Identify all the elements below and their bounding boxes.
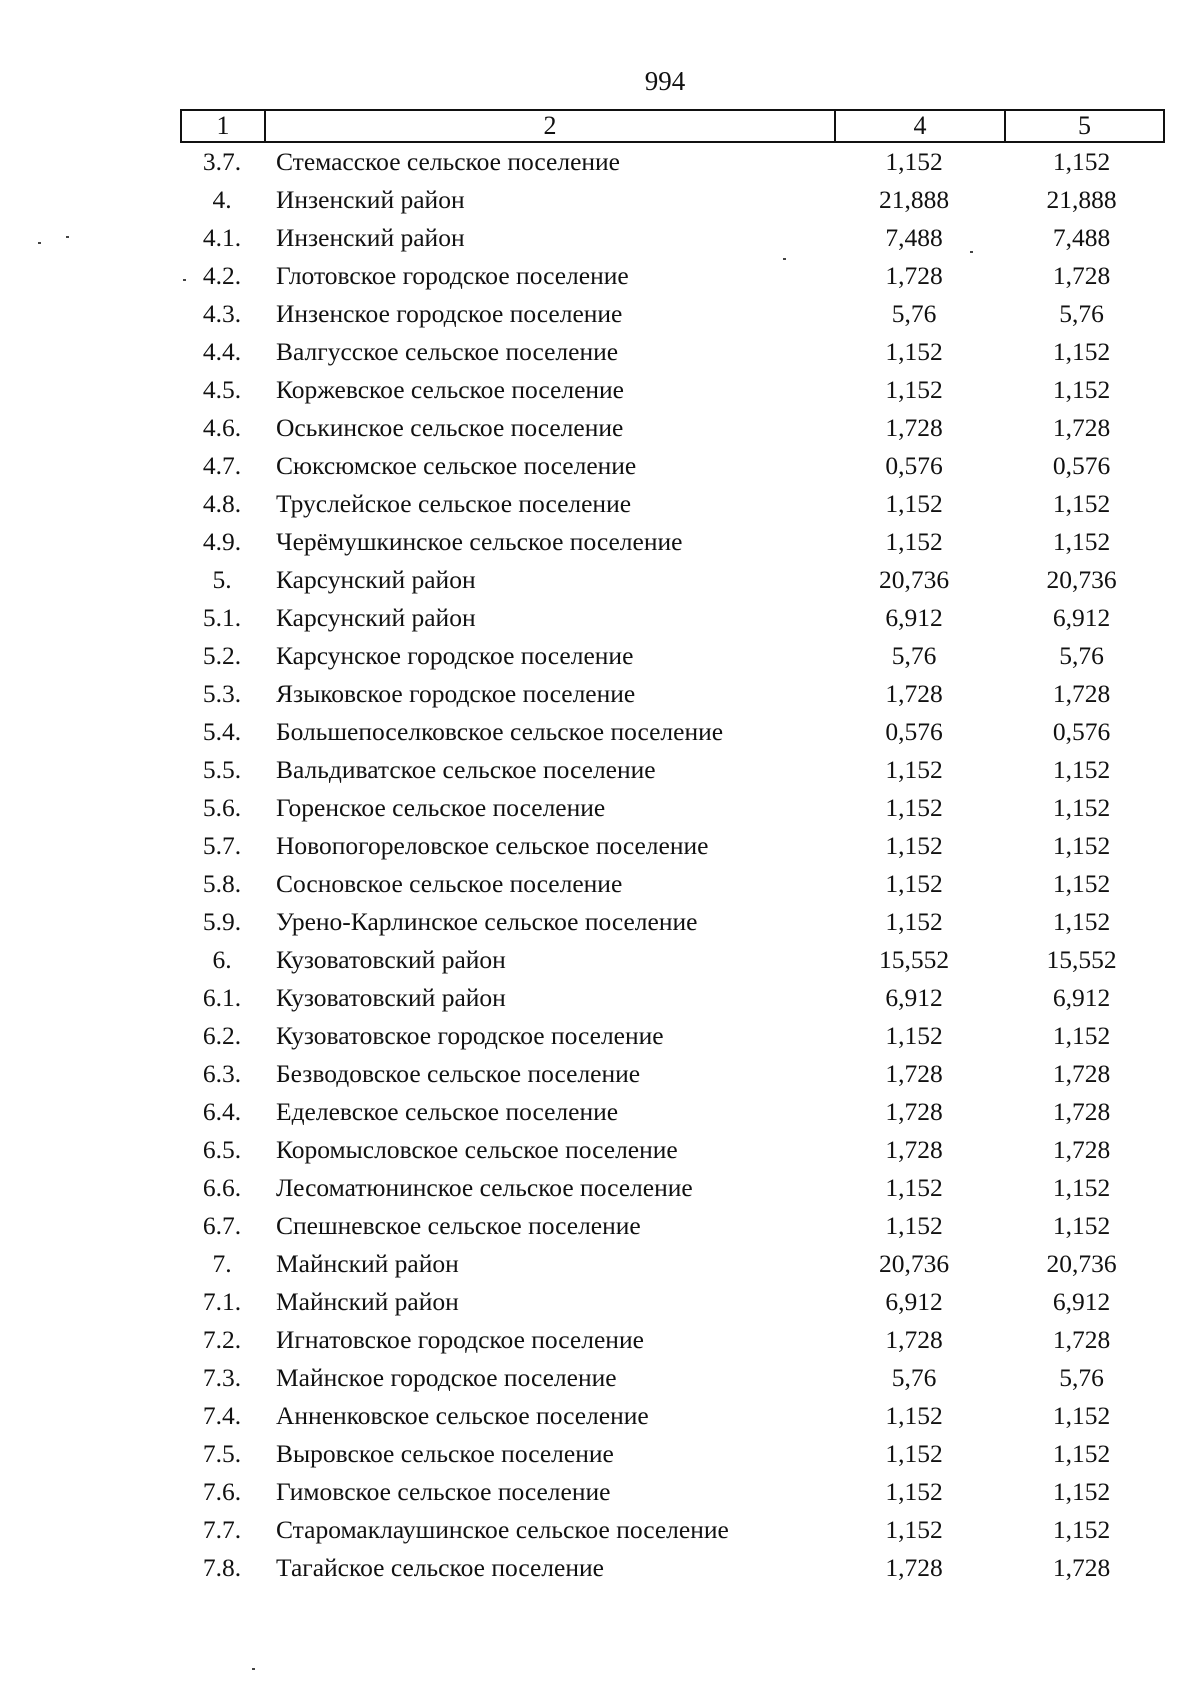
row-value-col-4: 20,736: [878, 565, 950, 594]
row-number: 5.5.: [202, 755, 242, 784]
row-value-col-5: 5,76: [1059, 641, 1104, 670]
row-number: 4.: [212, 185, 232, 214]
row-number: 6.4.: [202, 1097, 242, 1126]
row-value-col-5: 21,888: [1046, 185, 1117, 214]
row-name: Вальдиватское сельское поселение: [276, 755, 656, 784]
row-number: 4.7.: [202, 451, 242, 480]
row-name: Черёмушкинское сельское поселение: [276, 527, 683, 556]
row-name: Оськинское сельское поселение: [276, 413, 624, 442]
scan-speck: [66, 236, 69, 238]
row-number: 5.3.: [202, 679, 242, 708]
row-value-col-5: 20,736: [1046, 1249, 1117, 1278]
table-row: [180, 447, 1165, 485]
row-value-col-4: 1,728: [885, 261, 943, 290]
row-name: Тагайское сельское поселение: [276, 1553, 604, 1582]
row-value-col-5: 1,152: [1052, 1401, 1111, 1430]
table-row: [180, 219, 1165, 257]
table-row: [180, 295, 1165, 333]
row-number: 5.: [212, 565, 232, 594]
row-value-col-4: 1,728: [885, 413, 943, 442]
row-number: 7.3.: [202, 1363, 242, 1392]
row-number: 4.5.: [202, 375, 242, 404]
table-body: [180, 143, 1165, 1587]
row-number: 4.4.: [202, 337, 242, 366]
row-name: Коржевское сельское поселение: [276, 375, 624, 404]
table-row: [180, 1093, 1165, 1131]
row-value-col-4: 1,152: [885, 527, 943, 556]
row-value-col-5: 1,728: [1052, 1097, 1111, 1126]
table-row: [180, 1397, 1165, 1435]
row-name: Инзенский район: [276, 223, 465, 252]
row-name: Глотовское городское поселение: [276, 261, 629, 290]
row-number: 7.5.: [202, 1439, 242, 1468]
table-row: [180, 1017, 1165, 1055]
row-value-col-4: 1,152: [885, 375, 943, 404]
row-name: Безводовское сельское поселение: [276, 1059, 641, 1088]
row-number: 5.1.: [202, 603, 242, 632]
row-value-col-5: 1,152: [1052, 831, 1111, 860]
row-number: 5.9.: [202, 907, 242, 936]
row-name: Инзенский район: [276, 185, 465, 214]
row-value-col-4: 21,888: [878, 185, 950, 214]
table-row: [180, 941, 1165, 979]
row-value-col-5: 5,76: [1059, 299, 1104, 328]
row-value-col-5: 1,728: [1052, 1135, 1111, 1164]
row-name: Майнское городское поселение: [276, 1363, 617, 1392]
row-name: Труслейское сельское поселение: [276, 489, 632, 518]
table-row: [180, 1169, 1165, 1207]
row-value-col-4: 1,152: [885, 489, 943, 518]
table-row: [180, 371, 1165, 409]
row-value-col-5: 1,152: [1052, 907, 1111, 936]
row-value-col-5: 0,576: [1052, 451, 1111, 480]
row-value-col-5: 6,912: [1052, 603, 1111, 632]
row-value-col-4: 20,736: [878, 1249, 950, 1278]
row-value-col-4: 5,76: [891, 299, 937, 328]
row-name: Инзенское городское поселение: [276, 299, 623, 328]
header-col-2: 2: [266, 111, 836, 141]
row-name: Коромысловское сельское поселение: [276, 1135, 678, 1164]
table-row: [180, 1473, 1165, 1511]
table-row: [180, 903, 1165, 941]
row-value-col-5: 1,152: [1052, 1439, 1111, 1468]
row-number: 4.2.: [202, 261, 242, 290]
row-value-col-5: 1,152: [1052, 755, 1111, 784]
row-value-col-4: 1,152: [885, 337, 943, 366]
row-number: 7.4.: [202, 1401, 242, 1430]
table-row: [180, 751, 1165, 789]
row-value-col-5: 1,152: [1052, 1173, 1111, 1202]
row-name: Кузоватовский район: [276, 945, 506, 974]
table-row: [180, 181, 1165, 219]
row-value-col-4: 5,76: [891, 641, 937, 670]
row-value-col-5: 1,728: [1052, 679, 1111, 708]
row-name: Еделевское сельское поселение: [276, 1097, 619, 1126]
table-row: [180, 865, 1165, 903]
row-value-col-4: 7,488: [885, 223, 943, 252]
row-value-col-4: 5,76: [891, 1363, 937, 1392]
row-value-col-5: 1,728: [1052, 1553, 1111, 1582]
row-value-col-4: 1,152: [885, 1211, 943, 1240]
row-number: 4.6.: [202, 413, 242, 442]
table-row: [180, 1207, 1165, 1245]
row-value-col-4: 1,728: [885, 1325, 943, 1354]
row-number: 4.9.: [202, 527, 242, 556]
row-name: Кузоватовский район: [276, 983, 506, 1012]
row-number: 6.: [212, 945, 232, 974]
table-row: [180, 409, 1165, 447]
table-row: [180, 1283, 1165, 1321]
table-row: [180, 523, 1165, 561]
row-value-col-4: 1,728: [885, 1059, 943, 1088]
row-value-col-5: 1,728: [1052, 1325, 1111, 1354]
data-table: [180, 109, 1165, 1587]
row-name: Спешневское сельское поселение: [276, 1211, 641, 1240]
row-name: Сосновское сельское поселение: [276, 869, 623, 898]
row-name: Стемасское сельское поселение: [276, 147, 621, 176]
row-name: Анненковское сельское поселение: [276, 1401, 649, 1430]
row-value-col-5: 1,728: [1052, 413, 1111, 442]
row-value-col-5: 20,736: [1046, 565, 1117, 594]
row-number: 6.5.: [202, 1135, 242, 1164]
row-value-col-4: 1,728: [885, 679, 943, 708]
row-value-col-5: 1,152: [1052, 1477, 1111, 1506]
scan-speck: [252, 1668, 255, 1670]
row-value-col-4: 1,728: [885, 1135, 943, 1164]
row-value-col-4: 1,152: [885, 907, 943, 936]
table-row: [180, 637, 1165, 675]
row-value-col-4: 1,152: [885, 1515, 943, 1544]
row-value-col-5: 1,728: [1052, 1059, 1111, 1088]
row-value-col-5: 0,576: [1052, 717, 1111, 746]
table-row: [180, 713, 1165, 751]
header-col-4: 4: [836, 111, 1006, 141]
row-value-col-5: 1,152: [1052, 869, 1111, 898]
row-number: 4.1.: [202, 223, 242, 252]
row-value-col-5: 1,728: [1052, 261, 1111, 290]
row-value-col-4: 1,152: [885, 831, 943, 860]
row-number: 7.2.: [202, 1325, 242, 1354]
table-row: [180, 1131, 1165, 1169]
row-number: 5.8.: [202, 869, 242, 898]
scan-speck: [183, 279, 186, 281]
row-number: 5.2.: [202, 641, 242, 670]
row-name: Большепоселковское сельское поселение: [276, 717, 724, 746]
row-value-col-5: 6,912: [1052, 1287, 1111, 1316]
row-name: Урено-Карлинское сельское поселение: [276, 907, 698, 936]
row-value-col-4: 1,152: [885, 1021, 943, 1050]
row-name: Горенское сельское поселение: [276, 793, 606, 822]
row-value-col-4: 1,728: [885, 1097, 943, 1126]
row-value-col-4: 1,152: [885, 755, 943, 784]
row-value-col-4: 1,152: [885, 1173, 943, 1202]
row-name: Старомаклаушинское сельское поселение: [276, 1515, 729, 1544]
row-value-col-4: 6,912: [885, 1287, 943, 1316]
row-value-col-4: 6,912: [885, 603, 943, 632]
row-name: Карсунское городское поселение: [276, 641, 634, 670]
scan-speck: [970, 251, 973, 253]
row-value-col-4: 1,152: [885, 147, 943, 176]
row-value-col-5: 5,76: [1059, 1363, 1104, 1392]
row-number: 6.6.: [202, 1173, 242, 1202]
row-value-col-5: 1,152: [1052, 489, 1111, 518]
row-name: Гимовское сельское поселение: [276, 1477, 611, 1506]
row-number: 7.1.: [202, 1287, 242, 1316]
row-value-col-5: 15,552: [1046, 945, 1117, 974]
table-row: [180, 333, 1165, 371]
table-row: [180, 979, 1165, 1017]
row-name: Майнский район: [276, 1287, 459, 1316]
row-name: Лесоматюнинское сельское поселение: [276, 1173, 693, 1202]
row-name: Валгусское сельское поселение: [276, 337, 619, 366]
row-number: 5.4.: [202, 717, 242, 746]
row-number: 6.7.: [202, 1211, 242, 1240]
row-number: 4.3.: [202, 299, 242, 328]
row-value-col-4: 6,912: [885, 983, 943, 1012]
row-value-col-4: 0,576: [885, 451, 943, 480]
table-row: [180, 1549, 1165, 1587]
row-value-col-4: 1,152: [885, 1439, 943, 1468]
table-row: [180, 1245, 1165, 1283]
row-number: 7.8.: [202, 1553, 242, 1582]
row-value-col-5: 1,152: [1052, 1021, 1111, 1050]
page-number: 994: [644, 66, 686, 96]
scan-speck: [38, 242, 41, 244]
row-value-col-4: 1,152: [885, 793, 943, 822]
row-value-col-5: 1,152: [1052, 147, 1111, 176]
row-name: Языковское городское поселение: [276, 679, 636, 708]
row-number: 7.: [212, 1249, 232, 1278]
row-value-col-4: 1,152: [885, 869, 943, 898]
row-value-col-4: 15,552: [878, 945, 950, 974]
table-header: [180, 109, 1165, 143]
row-value-col-4: 1,728: [885, 1553, 943, 1582]
row-name: Новопогореловское сельское поселение: [276, 831, 709, 860]
table-row: [180, 599, 1165, 637]
scan-speck: [783, 258, 786, 260]
row-value-col-5: 1,152: [1052, 1211, 1111, 1240]
row-value-col-5: 6,912: [1052, 983, 1111, 1012]
row-value-col-5: 1,152: [1052, 1515, 1111, 1544]
header-col-5: 5: [1078, 111, 1091, 140]
row-number: 7.7.: [202, 1515, 242, 1544]
table-row: [180, 1321, 1165, 1359]
table-row: [180, 143, 1165, 181]
table-row: [180, 257, 1165, 295]
row-name: Кузоватовское городское поселение: [276, 1021, 664, 1050]
table-row: [180, 1435, 1165, 1473]
row-name: Карсунский район: [276, 603, 476, 632]
row-name: Игнатовское городское поселение: [276, 1325, 644, 1354]
row-number: 6.3.: [202, 1059, 242, 1088]
row-value-col-4: 0,576: [885, 717, 943, 746]
row-number: 5.6.: [202, 793, 242, 822]
row-value-col-5: 1,152: [1052, 527, 1111, 556]
table-row: [180, 1359, 1165, 1397]
table-row: [180, 485, 1165, 523]
row-value-col-5: 1,152: [1052, 375, 1111, 404]
table-row: [180, 789, 1165, 827]
row-name: Выровское сельское поселение: [276, 1439, 614, 1468]
row-value-col-4: 1,152: [885, 1477, 943, 1506]
row-value-col-5: 1,152: [1052, 793, 1111, 822]
row-number: 6.2.: [202, 1021, 242, 1050]
row-number: 7.6.: [202, 1477, 242, 1506]
row-number: 4.8.: [202, 489, 242, 518]
row-value-col-5: 1,152: [1052, 337, 1111, 366]
row-name: Карсунский район: [276, 565, 476, 594]
table-row: [180, 1511, 1165, 1549]
table-row: [180, 827, 1165, 865]
table-row: [180, 675, 1165, 713]
row-value-col-4: 1,152: [885, 1401, 943, 1430]
row-number: 5.7.: [202, 831, 242, 860]
row-number: 3.7.: [202, 147, 242, 176]
table-row: [180, 561, 1165, 599]
header-col-1: 1: [182, 111, 266, 141]
row-name: Майнский район: [276, 1249, 459, 1278]
row-value-col-5: 7,488: [1052, 223, 1111, 252]
row-number: 6.1.: [202, 983, 242, 1012]
row-name: Сюксюмское сельское поселение: [276, 451, 637, 480]
table-row: [180, 1055, 1165, 1093]
